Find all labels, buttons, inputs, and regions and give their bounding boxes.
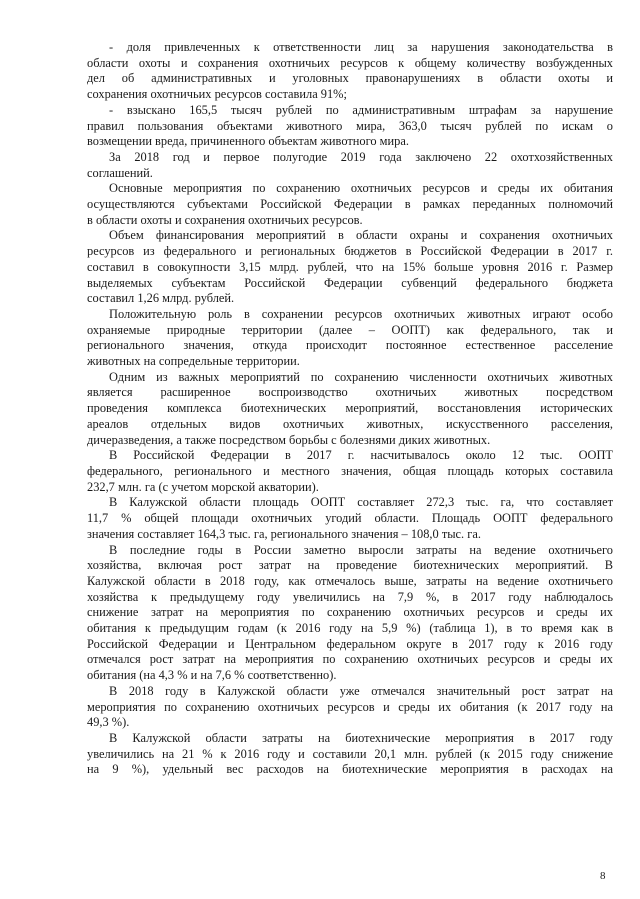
text-line: отмечался рост затрат на мероприятия по сохранению охотничьих ресурсов и среды их [87,652,613,667]
text-line: выделяемых субъектам Российской Федерации субвенций федерального бюджета [87,275,613,290]
text-line: правил пользования объектами животного мира, 363,0 тысяч рублей по искам о [87,118,613,133]
text-line: дел об административных и уголовных правонарушениях в области охоты и [87,71,613,86]
text-line: обитания (на 4,3 % и на 7,6 % соответственно). [87,668,337,683]
text-line: составил 1,26 млрд. рублей. [87,291,235,306]
text-line: - взыскано 165,5 тысяч рублей по административным штрафам за нарушение [109,102,613,117]
paragraph [87,448,613,495]
paragraph [87,103,613,150]
text-line: 11,7 % общей площади охотничьих угодий области. Площадь ООПТ федерального [87,511,613,526]
paragraph [87,684,613,731]
text-line: проведения комплекса биотехнических мероприятий, восстановления исторических [87,401,613,416]
text-line: животных на сопредельные территории. [87,354,300,369]
paragraph [87,543,613,684]
text-line: ареалов отдельных видов охотничьих животных, искусственного расселения, [87,416,613,431]
text-line: 49,3 %). [87,715,130,730]
text-line: Российской Федерации и Центральном федеральном округе в 2017 году к 2016 году [87,636,613,651]
text-line: дичеразведения, а также посредством борьбы с болезнями диких животных. [87,432,491,447]
text-line: В Калужской области затраты на биотехнические мероприятия в 2017 году [109,730,613,745]
text-line: В последние годы в России заметно выросли затраты на ведение охотничьего [109,542,613,557]
paragraph [87,307,613,370]
text-line: Одним из важных мероприятий по сохранению численности охотничьих животных [109,369,613,384]
text-line: регионального значения, откуда происходит постоянное естественное расселение [87,338,613,353]
text-line: в области охоты и сохранения охотничьих ресурсов. [87,212,363,227]
text-line: возмещении вреда, причиненного объектам животного мира. [87,134,409,149]
text-line: на 9 %), удельный вес расходов на биотехнические мероприятия в расходах на [87,762,613,777]
text-line: Калужской области в 2018 году, как отмечалось выше, затраты на ведение охотничьего [87,573,613,588]
text-line: соглашений. [87,165,153,180]
paragraph [87,731,613,778]
text-line: области охоты и сохранения охотничьих ресурсов к общему количеству возбужденных [87,55,613,70]
text-line: охраняемые природные территории (далее – ООПТ) как федерального, так и [87,322,613,337]
text-line: федерального, регионального и местного значения, общая площадь которых составила [87,463,613,478]
text-line: В 2018 году в Калужской области уже отмечался значительный рост затрат на [109,683,613,698]
text-line: В Калужской области площадь ООПТ составляет 272,3 тыс. га, что составляет [109,495,613,510]
text-line: Положительную роль в сохранении ресурсов охотничьих животных играют особо [109,306,613,321]
body-text [87,40,613,778]
paragraph [87,181,613,228]
paragraph [87,228,613,307]
page-number: 8 [600,870,606,882]
text-line: Основные мероприятия по сохранению охотничьих ресурсов и среды их обитания [109,181,613,196]
text-line: снижение затрат на мероприятия по сохранению охотничьих ресурсов и среды их [87,605,613,620]
text-line: сохранения охотничьих ресурсов составила 91%; [87,87,347,102]
paragraph [87,495,613,542]
text-line: обитания к предыдущим годам (к 2016 году на 5,9 %) (таблица 1), в то время как в [87,621,613,636]
text-line: хозяйства, включая рост затрат на проведение биотехнических мероприятий. В [87,558,613,573]
text-line: значения составляет 164,3 тыс. га, регионального значения – 108,0 тыс. га. [87,526,481,541]
text-line: осуществляются субъектами Российской Федерации в рамках переданных полномочий [87,197,613,212]
text-line: является расширенное воспроизводство охотничьих животных посредством [87,385,613,400]
paragraph [87,370,613,449]
text-line: составил в совокупности 3,15 млрд. рублей, что на 15% больше уровня 2016 г. Размер [87,259,613,274]
paragraph [87,150,613,181]
text-line: За 2018 год и первое полугодие 2019 года заключено 22 охотхозяйственных [109,149,613,164]
paragraph [87,40,613,103]
text-line: - доля привлеченных к ответственности лиц за нарушения законодательства в [109,40,613,54]
text-line: Объем финансирования мероприятий в области охраны и сохранения охотничьих [109,228,613,243]
text-line: увеличились на 21 % к 2016 году и составили 20,1 млн. рублей (к 2015 году снижение [87,746,613,761]
text-line: хозяйства к предыдущему году увеличились на 7,9 %, в 2017 году наблюдалось [87,589,613,604]
text-line: В Российской Федерации в 2017 г. насчитывалось около 12 тыс. ООПТ [109,448,613,463]
text-line: мероприятия по сохранению охотничьих ресурсов и среды их обитания (к 2017 году на [87,699,613,714]
text-line: 232,7 млн. га (с учетом морской акватории). [87,479,319,494]
text-line: ресурсов из федерального и региональных бюджетов в Российской Федерации в 2017 г. [87,244,613,259]
